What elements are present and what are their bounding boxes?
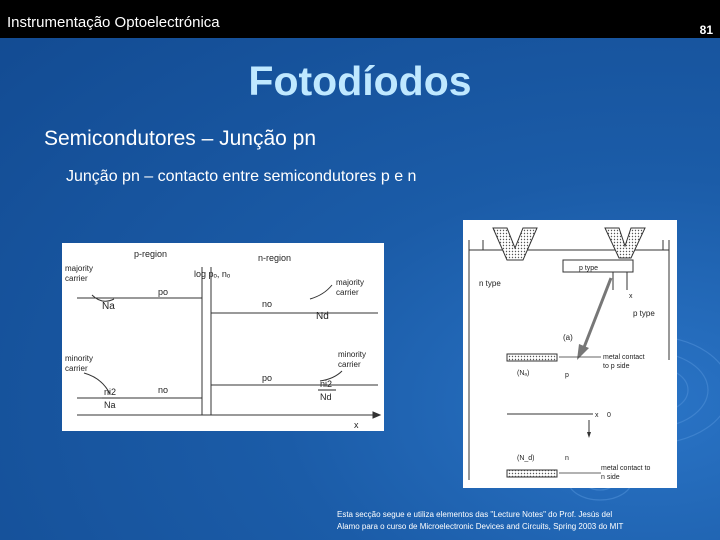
label-log-axis: log pₒ, nₒ	[194, 269, 231, 279]
label-metal-contact-n: metal contact to	[601, 465, 651, 472]
label-na-doping: (Nₐ)	[517, 370, 530, 377]
label-majority-left: majority	[65, 264, 94, 273]
label-n0-bottom: no	[158, 385, 169, 395]
label-p-type-right: p type	[633, 309, 655, 318]
slide-subtitle: Semicondutores – Junção pn	[44, 127, 317, 150]
label-p0-bottom: po	[262, 373, 273, 383]
header-bar	[0, 0, 720, 38]
label-p-region: p-region	[134, 249, 168, 259]
label-nd-doping: (N_d)	[517, 455, 535, 462]
concentration-figure	[62, 243, 384, 431]
label-na: Na	[102, 301, 115, 312]
metal-contact-p	[507, 354, 557, 361]
label-na-den: Na	[104, 400, 116, 410]
credit-note	[337, 509, 623, 533]
concentration-diagram	[62, 243, 384, 431]
label-x-mid: x	[595, 412, 599, 419]
label-majority-right: majority	[336, 278, 365, 287]
label-ni2-right: ni2	[320, 379, 333, 389]
label-x-axis: x	[354, 420, 359, 430]
slide-title: Fotodíodos	[248, 58, 472, 104]
credit-line-2: Alamo para o curso de Microelectronic Devices and Circuits, Spring 2003 do MIT	[337, 522, 624, 531]
label-n0-top: no	[262, 299, 273, 309]
label-carrier-left: carrier	[65, 274, 88, 283]
label-a: (a)	[563, 333, 573, 342]
label-n-side: n side	[601, 474, 620, 481]
label-p-type-top: p type	[579, 265, 599, 272]
bullet-text: Junção pn – contacto entre semicondutores p e n	[66, 168, 417, 185]
label-carrier-right2: carrier	[338, 360, 361, 369]
label-ni2-left: ni2	[104, 387, 117, 397]
contact-right	[605, 228, 645, 258]
label-n-type: n type	[479, 279, 501, 288]
label-n: n	[565, 455, 569, 462]
label-nd: Nd	[316, 311, 329, 322]
junction-figure	[463, 220, 677, 488]
label-p0-top: po	[158, 287, 169, 297]
label-to-p-side: to p side	[603, 363, 630, 370]
label-metal-contact-p: metal contact	[603, 354, 645, 361]
course-title: Instrumentação Optoelectrónica	[7, 14, 220, 31]
credit-line-1: Esta secção segue e utiliza elementos das "Lecture Notes" do Prof. Jesús del	[337, 510, 613, 519]
metal-contact-n	[507, 470, 557, 477]
label-nd-den: Nd	[320, 392, 332, 402]
label-carrier-left2: carrier	[65, 364, 88, 373]
contact-left	[493, 228, 537, 260]
junction-diagram	[463, 220, 677, 488]
label-p: p	[565, 372, 569, 379]
label-n-region: n-region	[258, 253, 292, 263]
label-zero: 0	[607, 412, 611, 419]
label-carrier-right: carrier	[336, 288, 359, 297]
label-minority-right: minority	[338, 350, 367, 359]
label-minority-left: minority	[65, 354, 94, 363]
page-number: 81	[699, 23, 713, 37]
label-x-top: x	[629, 293, 633, 300]
